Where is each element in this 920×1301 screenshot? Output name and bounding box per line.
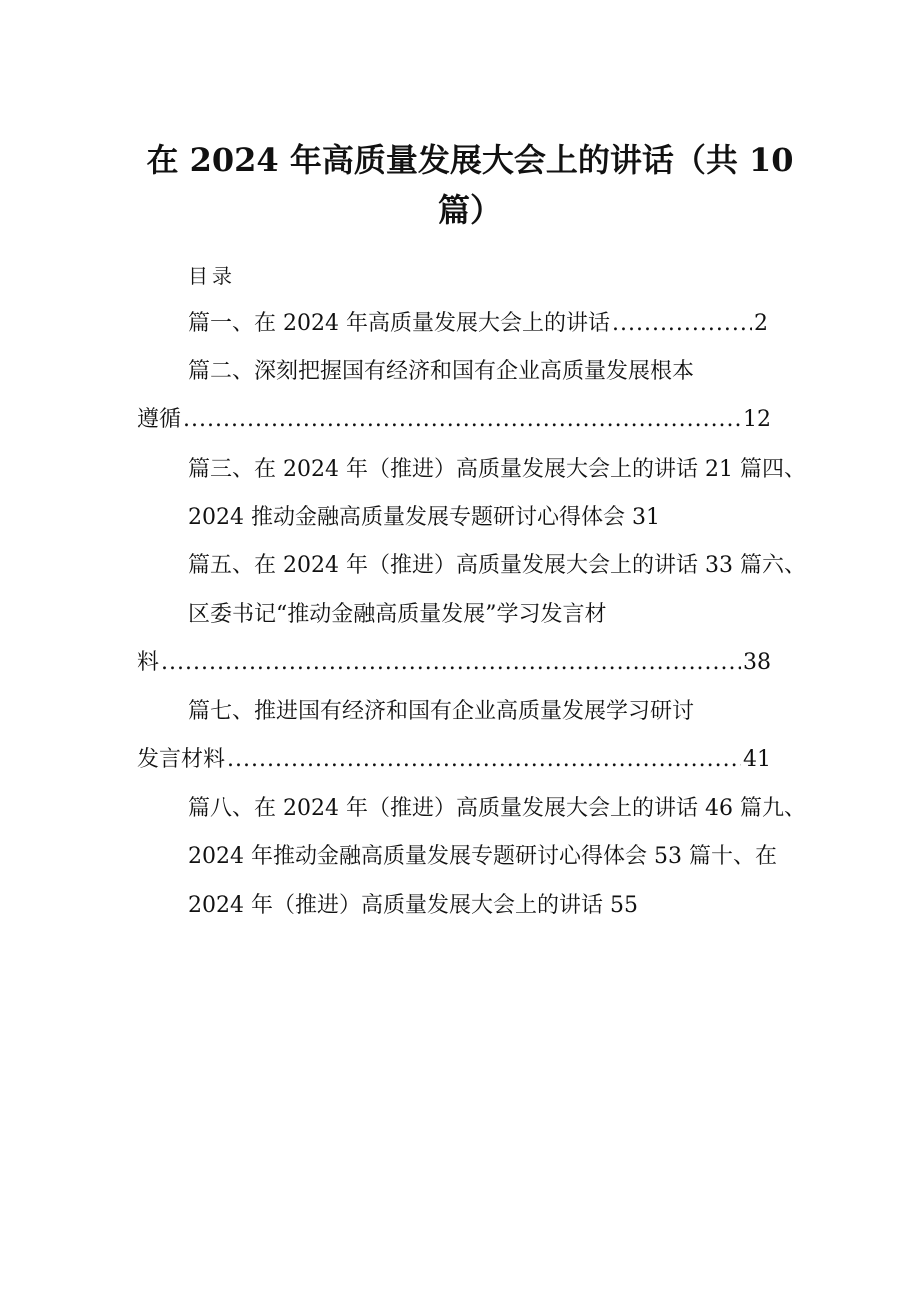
toc-entry-10[interactable]: 2024 年（推进）高质量发展大会上的讲话 55 — [188, 893, 638, 918]
toc-entry-7-line-2[interactable] — [137, 744, 771, 776]
document-title-line-1: 在 2024 年高质量发展大会上的讲话（共 10 — [146, 141, 794, 179]
toc-entry-9[interactable]: 2024 年推动金融高质量发展专题研讨心得体会 53 篇十、在 — [188, 844, 777, 869]
dot-leader — [161, 647, 741, 679]
dot-leader — [183, 404, 741, 436]
toc-entry-2-line-1[interactable]: 篇二、深刻把握国有经济和国有企业高质量发展根本 — [188, 359, 695, 384]
toc-entry-3[interactable]: 篇三、在 2024 年（推进）高质量发展大会上的讲话 21 篇四、 — [188, 457, 806, 482]
toc-entry-page: 41 — [743, 747, 771, 772]
toc-entry-page: 12 — [743, 407, 771, 432]
toc-entry-1[interactable] — [188, 308, 768, 340]
toc-heading: 目录 — [188, 264, 236, 288]
toc-entry-6-line-1[interactable]: 区委书记“推动金融高质量发展”学习发言材 — [188, 602, 607, 627]
toc-entry-text: 篇一、在 2024 年高质量发展大会上的讲话 — [188, 311, 610, 336]
dot-leader — [612, 308, 752, 340]
dot-leader — [227, 744, 741, 776]
toc-entry-6-line-2[interactable] — [137, 647, 771, 679]
document-title-line-2: 篇） — [437, 191, 502, 229]
toc-entry-7-line-1[interactable]: 篇七、推进国有经济和国有企业高质量发展学习研讨 — [188, 699, 695, 724]
toc-entry-page: 38 — [743, 650, 771, 675]
toc-entry-page: 2 — [754, 311, 768, 336]
toc-entry-text: 料 — [137, 650, 160, 675]
toc-entry-5[interactable]: 篇五、在 2024 年（推进）高质量发展大会上的讲话 33 篇六、 — [188, 553, 806, 578]
toc-entry-4[interactable]: 2024 推动金融高质量发展专题研讨心得体会 31 — [188, 505, 660, 530]
toc-entry-8[interactable]: 篇八、在 2024 年（推进）高质量发展大会上的讲话 46 篇九、 — [188, 796, 806, 821]
toc-entry-text: 遵循 — [137, 407, 182, 432]
toc-entry-text: 发言材料 — [137, 747, 226, 772]
toc-entry-2-line-2[interactable] — [137, 404, 771, 436]
